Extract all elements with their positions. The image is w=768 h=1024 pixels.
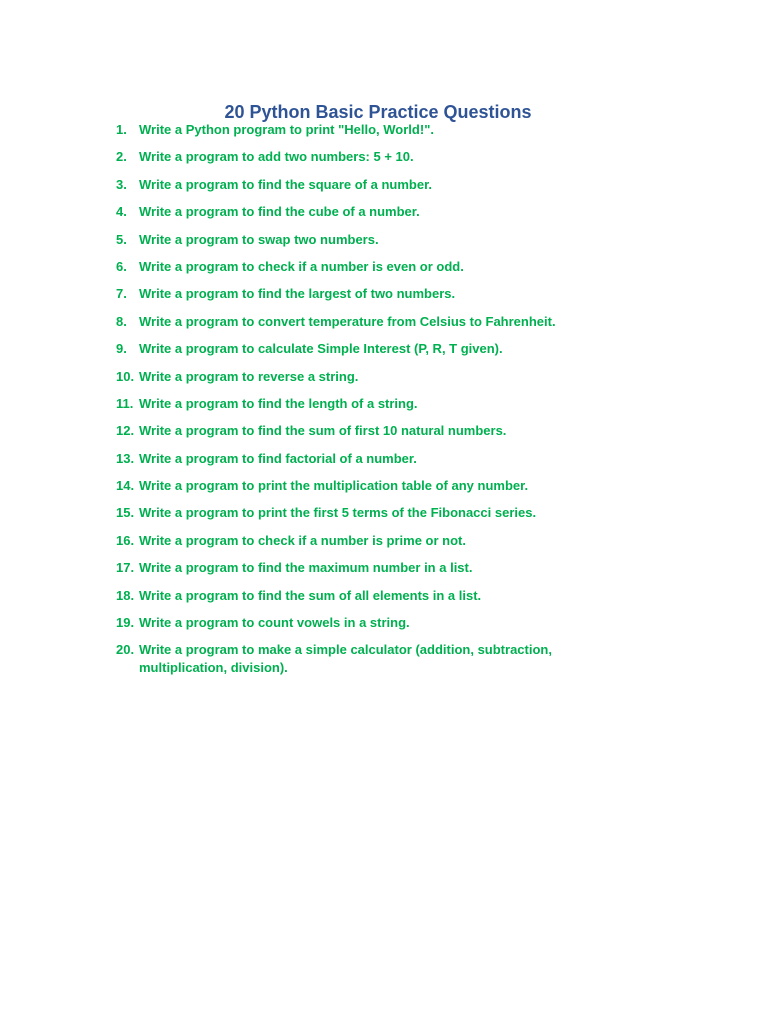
question-item	[0, 202, 768, 229]
question-text: Write a program to find the sum of first 10 natural numbers.	[139, 423, 507, 439]
question-number: 3.	[116, 176, 127, 192]
question-number: 19.	[116, 615, 135, 631]
question-item	[0, 120, 768, 147]
question-number: 9.	[116, 341, 127, 357]
question-number: 18.	[116, 587, 135, 603]
question-item	[0, 449, 768, 476]
question-number: 20.	[116, 642, 135, 658]
question-item	[0, 586, 768, 613]
question-item	[0, 284, 768, 311]
question-item	[0, 558, 768, 585]
question-item	[0, 421, 768, 448]
question-item	[0, 230, 768, 257]
question-number: 17.	[116, 560, 135, 576]
question-item	[0, 257, 768, 284]
question-text: Write a program to print the multiplication table of any number.	[139, 478, 529, 494]
question-number: 5.	[116, 231, 127, 247]
question-item	[0, 503, 768, 530]
question-item	[0, 175, 768, 202]
question-text: Write a program to convert temperature from Celsius to Fahrenheit.	[139, 313, 556, 329]
question-text: Write a program to make a simple calculator (addition, subtraction, multiplication, division).	[139, 642, 552, 676]
question-item	[0, 312, 768, 339]
document-title: 20 Python Basic Practice Questions	[224, 102, 532, 123]
question-item	[0, 367, 768, 394]
question-text: Write a program to reverse a string.	[139, 368, 359, 384]
question-number: 2.	[116, 149, 127, 165]
question-text: Write a program to find the cube of a number.	[139, 204, 420, 220]
question-text: Write a program to count vowels in a string.	[139, 615, 410, 631]
question-text: Write a program to find the largest of two numbers.	[139, 286, 456, 302]
question-number: 13.	[116, 450, 135, 466]
question-text: Write a program to find the length of a string.	[139, 395, 418, 411]
question-number: 16.	[116, 532, 135, 548]
question-item	[0, 640, 768, 686]
question-item	[0, 531, 768, 558]
question-text: Write a program to calculate Simple Interest (P, R, T given).	[139, 341, 503, 357]
question-text: Write a Python program to print "Hello, World!".	[139, 122, 434, 137]
question-item	[0, 613, 768, 640]
question-number: 6.	[116, 258, 127, 274]
question-number: 7.	[116, 286, 127, 302]
question-text: Write a program to swap two numbers.	[139, 231, 379, 247]
question-number: 8.	[116, 313, 127, 329]
question-text: Write a program to find the maximum number in a list.	[139, 560, 473, 576]
question-text: Write a program to check if a number is even or odd.	[139, 258, 464, 274]
question-item	[0, 394, 768, 421]
question-item	[0, 476, 768, 503]
question-number: 12.	[116, 423, 135, 439]
question-number: 1.	[116, 122, 127, 137]
question-text: Write a program to add two numbers: 5 + 10.	[139, 149, 414, 165]
question-number: 15.	[116, 505, 135, 521]
question-text: Write a program to find the sum of all elements in a list.	[139, 587, 482, 603]
question-item	[0, 339, 768, 366]
question-item	[0, 147, 768, 174]
question-number: 11.	[116, 395, 134, 411]
question-number: 4.	[116, 204, 127, 220]
question-text: Write a program to find factorial of a number.	[139, 450, 417, 466]
question-number: 14.	[116, 478, 135, 494]
question-list	[0, 120, 768, 686]
question-number: 10.	[116, 368, 135, 384]
question-text: Write a program to find the square of a number.	[139, 176, 433, 192]
question-text: Write a program to print the first 5 terms of the Fibonacci series.	[139, 505, 537, 521]
question-text: Write a program to check if a number is prime or not.	[139, 532, 466, 548]
